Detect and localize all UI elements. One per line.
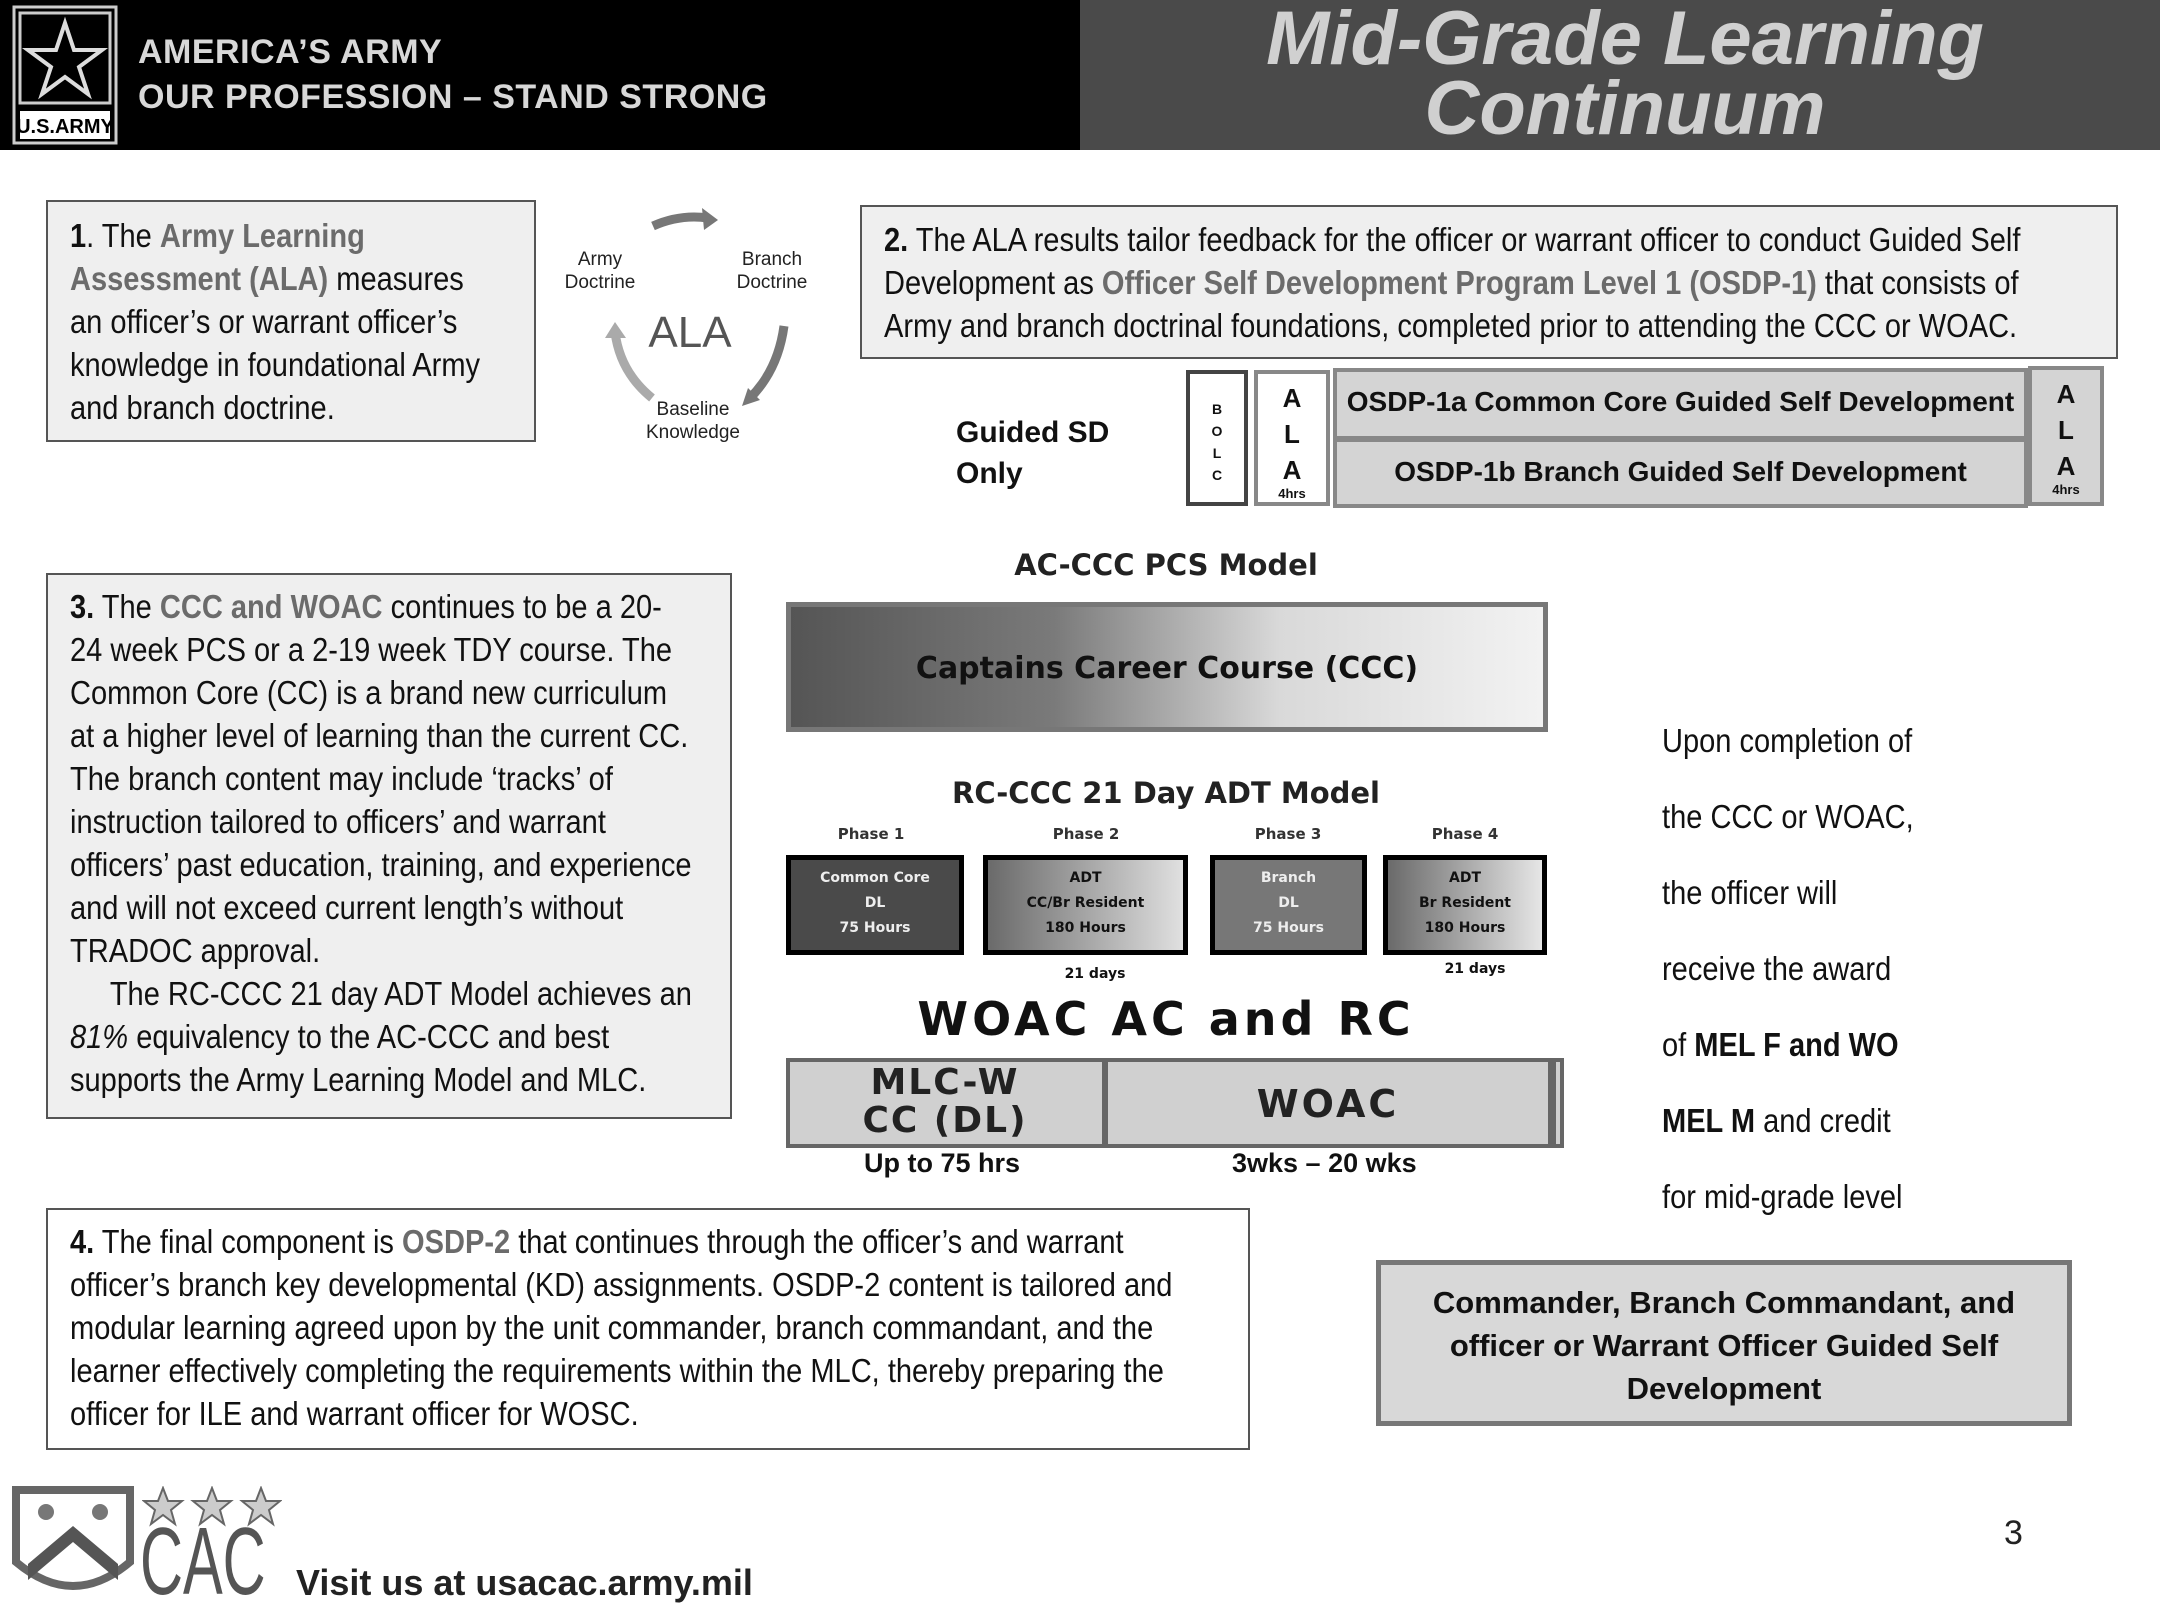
header-line-1: AMERICA’S ARMY (138, 33, 443, 71)
ala-hours-left: 4hrs (1278, 486, 1306, 501)
mlc-hours-label: Up to 75 hrs (864, 1148, 1021, 1178)
phase-3-header: Phase 3 (1254, 825, 1322, 843)
phase-1-box: Common Core DL 75 Hours (786, 855, 964, 955)
arrow-head-icon (702, 208, 718, 230)
osdp2-description-box (46, 1208, 1250, 1450)
ala-block-right (2028, 366, 2104, 506)
ccc-woac-highlight: CCC and WOAC (159, 588, 383, 625)
osdp1-highlight: Officer Self Development Program Level 1 (OSDP-1) (1101, 264, 1817, 301)
phase-4-box: ADT Br Resident 180 Hours (1383, 855, 1547, 955)
page-number: 3 (2004, 1514, 2023, 1552)
woac-title: WOAC AC and RC (917, 992, 1415, 1046)
phase-1-header: Phase 1 (837, 825, 905, 843)
branch-doctrine-label: Branch Doctrine (736, 249, 808, 293)
woac-bar-end (1548, 1062, 1556, 1144)
ala-letters-left: A L A (1282, 383, 1302, 485)
us-army-logo (12, 5, 118, 145)
phase-4-days: 21 days (1444, 961, 1506, 977)
mlc-w-label: MLC-W CC (DL) (862, 1062, 1028, 1141)
osdp-1b-label: OSDP-1b Branch Guided Self Development (1394, 456, 1967, 487)
arrow-head-icon (605, 322, 626, 338)
phase-2-box: ADT CC/Br Resident 180 Hours (983, 855, 1188, 955)
guided-sd-only-label: Guided SD Only (956, 416, 1110, 490)
army-doctrine-label: Army Doctrine (564, 249, 636, 293)
ccc-woac-description-box (46, 573, 732, 1119)
phase-2-header: Phase 2 (1052, 825, 1120, 843)
box2-number: 2. (884, 221, 909, 258)
osdp-1b-bar (1333, 438, 2028, 508)
ala-highlight: Army Learning (159, 217, 365, 254)
osdp-1a-label: OSDP-1a Common Core Guided Self Development (1346, 386, 2015, 417)
logo-text: U.S.ARMY (16, 116, 114, 138)
ccc-bar (786, 602, 1548, 732)
box1-text: 1. The Army Learning Assessment (ALA) measures an officer’s or warrant officer’s knowledge in foundational Army and branch doctrine. (70, 217, 481, 426)
box2-text: 2. The ALA results tailor feedback for the officer or warrant officer to conduct Guided Self Development as Officer Self Development Program Level 1 (OSDP-1) that consists of Army and branch doctrinal foundations, completed prior to attending the CCC or WOAC. (884, 221, 2021, 344)
bolc-letters: B O L C (1211, 401, 1223, 483)
completion-text: Upon completion of the CCC or WOAC, the officer will receive the award of MEL F and WO MEL M and credit for mid-grade level (1662, 722, 1914, 1215)
cycle-center-label: ALA (648, 308, 732, 357)
commander-guided-sd-box (1376, 1260, 2072, 1426)
commander-text: Commander, Branch Commandant, and officer or Warrant Officer Guided Self Development (1432, 1285, 2016, 1406)
visit-website-text: Visit us at usacac.army.mil (296, 1562, 753, 1603)
header-banner (0, 0, 1080, 150)
osdp1-description-box (860, 205, 2118, 359)
ala-description-box (46, 200, 536, 442)
phase-4-header: Phase 4 (1431, 825, 1499, 843)
phase-2-days: 21 days (1064, 966, 1126, 982)
box3-number: 3. (70, 588, 95, 625)
ala-block-left (1254, 370, 1330, 506)
box3-text: 3. The CCC and WOAC continues to be a 20- 24 week PCS or a 2-19 week TDY course. The Common Core (CC) is a brand new curriculum at a higher level of learning than the current CC. The branch content may include ‘tracks’ of instruction tailored to officers’ and warrant officers’ past education, training, and experience and will not exceed current length’s without TRADOC approval. The RC-CCC 21 day ADT Model achieves an 81% equivalency to the AC-CCC and best supports the Army Learning Model and MLC. (70, 588, 692, 1098)
title-line-1: Mid-Grade Learning (1266, 0, 1984, 81)
cac-logo-text: CAC (140, 1508, 266, 1615)
woac-bar (786, 1058, 1564, 1148)
ala-hours-right: 4hrs (2052, 482, 2080, 497)
ccc-bar-label: Captains Career Course (CCC) (915, 651, 1419, 686)
bolc-block (1186, 370, 1248, 506)
rc-ccc-title: RC-CCC 21 Day ADT Model (951, 776, 1380, 810)
baseline-knowledge-label: Baseline Knowledge (645, 399, 741, 443)
slide-title (1080, 0, 2160, 151)
phase-3-box: Branch DL 75 Hours (1210, 855, 1367, 955)
woac-bar-label: WOAC (1256, 1082, 1400, 1126)
ala-letters-right: A L A (2056, 379, 2076, 481)
box4-text: 4. The final component is OSDP-2 that continues through the officer’s and warrant officer’s branch key developmental (KD) assignments. OSDP-2 content is tailored and modular learning agreed upon by the unit commander, branch commandant, and the learner effectively completing the requirements within the MLC, thereby preparing the officer for ILE and warrant officer for WOSC. (70, 1223, 1173, 1432)
header-line-2: OUR PROFESSION – STAND STRONG (138, 78, 768, 116)
ac-ccc-title: AC-CCC PCS Model (1014, 548, 1318, 582)
osdp-1a-bar (1333, 368, 2028, 440)
box4-number: 4. (70, 1223, 95, 1260)
ala-cycle-diagram (550, 200, 820, 450)
title-line-2: Continuum (1424, 66, 1826, 151)
woac-weeks-label: 3wks – 20 wks (1232, 1148, 1417, 1178)
osdp2-highlight: OSDP-2 (402, 1223, 511, 1260)
cac-shield-icon (10, 1484, 136, 1610)
box1-number: 1 (70, 217, 87, 254)
